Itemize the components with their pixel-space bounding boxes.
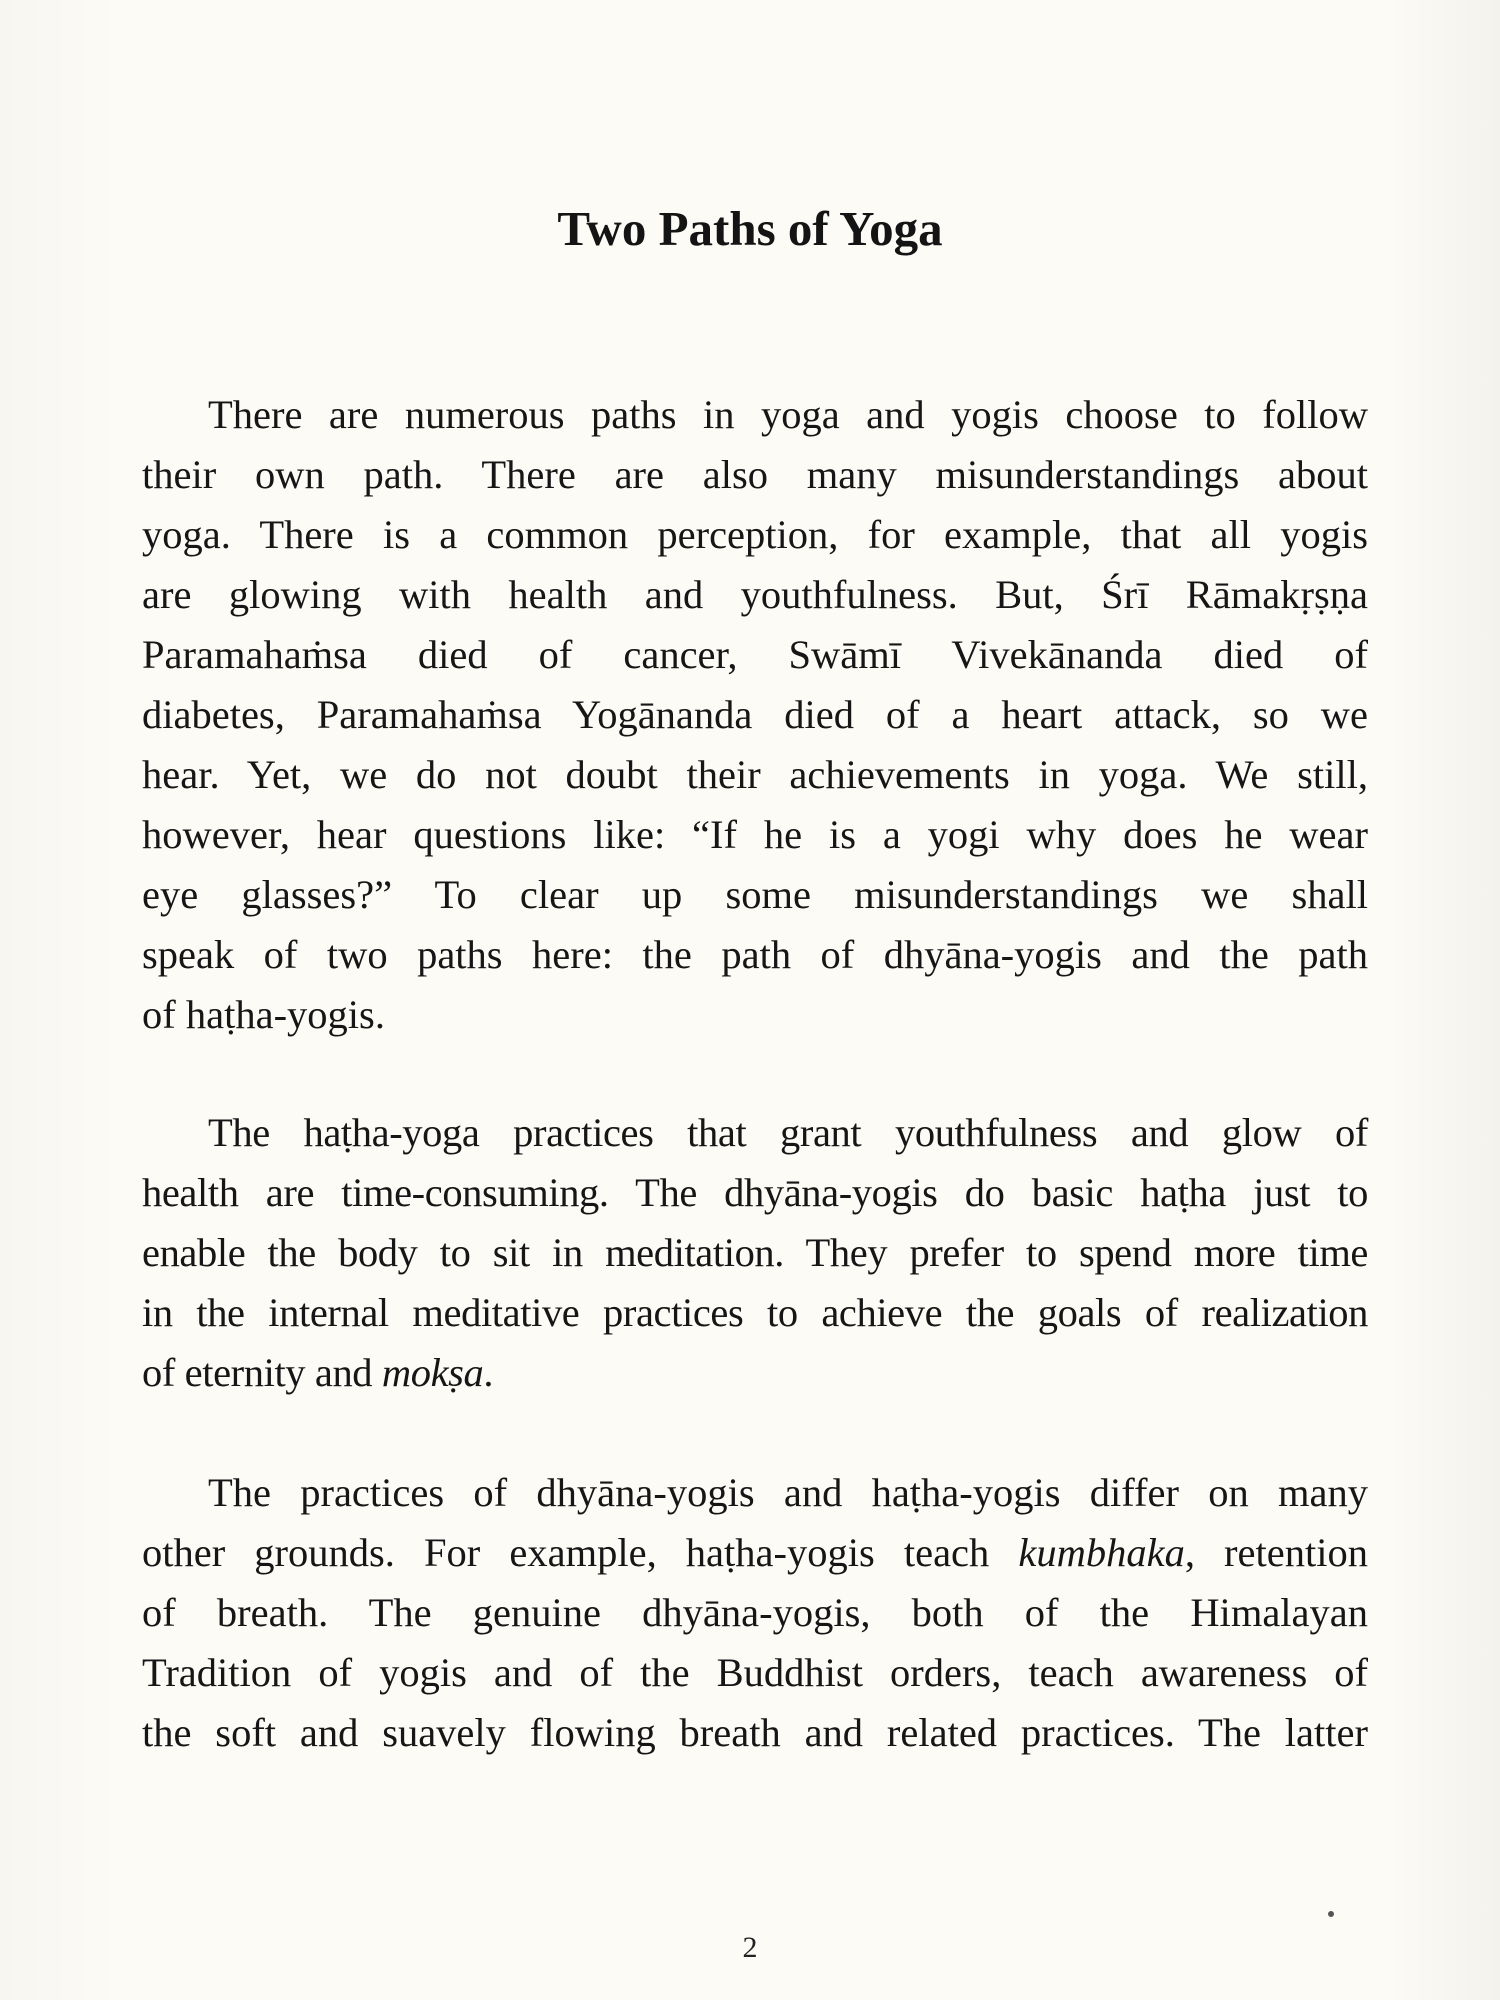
text-line (142, 1343, 1368, 1403)
text-line: enable the body to sit in meditation. They prefer to spend more time (142, 1230, 1368, 1275)
text-segment: , retention (1184, 1530, 1368, 1575)
paragraph-2 (142, 1103, 1368, 1403)
text-line: Tradition of yogis and of the Buddhist orders, teach awareness of (142, 1650, 1368, 1695)
text-line: of haṭha-yogis. (142, 992, 385, 1037)
text-line: There are numerous paths in yoga and yogis choose to follow (208, 392, 1368, 437)
text-line: however, hear questions like: “If he is a yogi why does he wear (142, 812, 1368, 857)
text-line: The haṭha-yoga practices that grant youthfulness and glow of (208, 1110, 1368, 1155)
text-line: speak of two paths here: the path of dhyāna-yogis and the path (142, 932, 1368, 977)
italic-term: kumbhaka (1018, 1530, 1185, 1575)
text-segment: of eternity and (142, 1350, 382, 1395)
text-line: Paramahaṁsa died of cancer, Swāmī Vivekānanda died of (142, 632, 1368, 677)
text-line: of breath. The genuine dhyāna-yogis, both of the Himalayan (142, 1590, 1368, 1635)
text-line (142, 1523, 1368, 1583)
text-line: The practices of dhyāna-yogis and haṭha-yogis differ on many (208, 1470, 1368, 1515)
paper-speck (1328, 1911, 1334, 1917)
text-line: the soft and suavely flowing breath and related practices. The latter (142, 1710, 1368, 1755)
text-line: yoga. There is a common perception, for example, that all yogis (142, 512, 1368, 557)
paragraph-3 (142, 1463, 1368, 1763)
text-segment: other grounds. For example, haṭha-yogis teach (142, 1530, 1019, 1575)
page-number: 2 (742, 1931, 758, 1964)
text-line: hear. Yet, we do not doubt their achievements in yoga. We still, (142, 752, 1368, 797)
text-line: eye glasses?” To clear up some misunderstandings we shall (142, 872, 1368, 917)
text-line: are glowing with health and youthfulness. But, Śrī Rāmakṛṣṇa (142, 572, 1368, 617)
chapter-title: Two Paths of Yoga (557, 201, 943, 256)
text-line: their own path. There are also many misunderstandings about (142, 452, 1368, 497)
page-edge-shade (1390, 0, 1500, 2000)
page-gutter-shade (0, 0, 120, 2000)
italic-term: mokṣa (381, 1350, 484, 1395)
text-line: in the internal meditative practices to achieve the goals of realization (142, 1290, 1368, 1335)
text-line: diabetes, Paramahaṁsa Yogānanda died of a heart attack, so we (142, 692, 1368, 737)
paragraph-1 (142, 385, 1368, 1045)
text-segment: . (483, 1350, 494, 1395)
text-line: health are time-consuming. The dhyāna-yogis do basic haṭha just to (142, 1170, 1368, 1215)
